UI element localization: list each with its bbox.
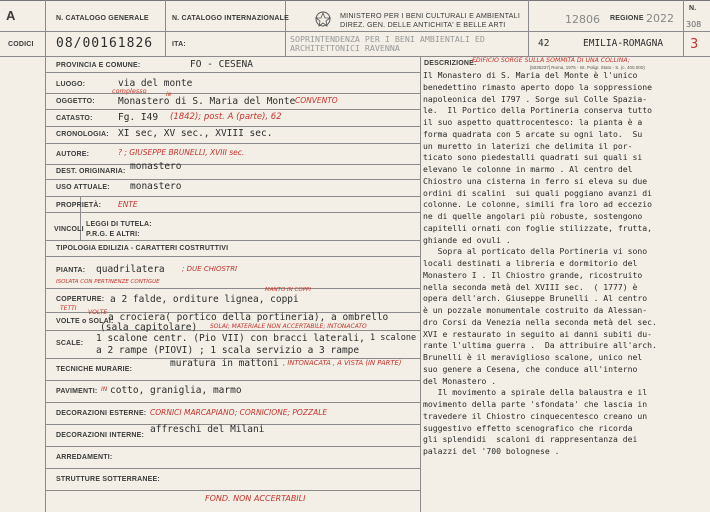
row-line: [45, 93, 420, 94]
tipologia-label: TIPOLOGIA EDILIZIA - CARATTERI COSTRUTTIVI: [56, 245, 229, 252]
description-line: ghiande ed ovuli .: [423, 234, 511, 245]
soprintendenza: SOPRINTENDENZA PER I BENI AMBIENTALI ED ARCHITETTONICI RAVENNA: [290, 34, 485, 53]
description-line: benedettino rimasto aperto dopo la soppressione: [423, 81, 653, 92]
republic-emblem-icon: [311, 10, 335, 28]
autore-label: AUTORE:: [56, 151, 90, 158]
description-line: il suo aspetto quattrocentesco: la pianta è a: [423, 117, 643, 127]
description-line: movimento della parte 'sfondata' che lascia in: [423, 399, 648, 409]
description-line: suo genere a Cesena, che conduce all'interno: [423, 363, 638, 374]
description-line: colonne. Le colonne, simili fra loro ad eccezio: [423, 199, 653, 210]
decor-est-note: CORNICI MARCAPIANO; CORNICIONE; POZZALE: [150, 408, 328, 417]
row-line: [45, 212, 420, 213]
description-line: Brunelli è il meraviglioso scalone, unico nel: [423, 352, 643, 362]
description-line: Il movimento a spirale della balaustra e il: [423, 387, 648, 398]
pianta-value: quadrilatera: [96, 264, 165, 275]
row-line: [45, 126, 420, 127]
description-line: dro Corsi da Venezia nella seconda metà del sec.: [423, 316, 657, 327]
row-line: [45, 109, 420, 110]
description-line: locali destinati a libreria e dormitorio del: [423, 258, 638, 268]
codici-label: CODICI: [8, 41, 34, 48]
top-border: [0, 0, 710, 1]
volte-value1: a crociera( portico della portineria), a ombrello: [108, 312, 389, 323]
description-line: napoleonica del I797 . Sorge sul Colle Spazia-: [423, 93, 648, 104]
oggetto-note-above: complesso: [112, 87, 147, 95]
header-col3: [528, 0, 529, 56]
description-line: elevano le colonne in marmo . Al centro del: [423, 164, 633, 174]
description-line: nella seconda metà del XVIII sec. ( 1777) è: [423, 281, 638, 292]
description-line: un muretto in laterizi che delimita il por-: [423, 140, 633, 151]
pavimenti-label: PAVIMENTI:: [56, 388, 98, 395]
row-line: [45, 179, 420, 180]
scale-value2: a 2 rampe (PIOVI) ; 1 scala servizio a 3 rampe: [96, 345, 360, 356]
oggetto-label: OGGETTO:: [56, 98, 95, 105]
decor-int-label: DECORAZIONI INTERNE:: [56, 432, 144, 439]
strutture-label: STRUTTURE SOTTERRANEE:: [56, 476, 160, 483]
description-line: travedere il Chiostro cinquecentesco creano un: [423, 410, 648, 421]
description-line: del Monastero .: [423, 375, 497, 386]
uso-value: monastero: [130, 181, 182, 192]
coperture-note-tetti: TETTI: [60, 305, 77, 312]
row-line: [45, 143, 420, 144]
header-divider: [0, 31, 710, 32]
pianta-label: PIANTA:: [56, 267, 86, 274]
arredamenti-label: ARREDAMENTI:: [56, 454, 113, 461]
oggetto-value: Monastero di S. Maria del Monte: [118, 96, 296, 107]
description-divider: [420, 56, 421, 512]
description-line: palazzi del '700 bolognese .: [423, 446, 560, 456]
row-line: [45, 196, 420, 197]
decor-est-label: DECORAZIONI ESTERNE:: [56, 410, 147, 417]
proprieta-note: ENTE: [118, 200, 138, 209]
pencil-number: 12806: [565, 13, 600, 26]
description-line: Il Monastero di S. Maria del Monte è l'unico: [423, 70, 638, 80]
catasto-note: (1842); post. A (parte), 62: [170, 112, 282, 122]
coperture-label: COPERTURE:: [56, 296, 105, 303]
descrizione-note: EDIFICIO SORGE SULLA SOMMITÀ DI UNA COLLINA;: [472, 57, 630, 64]
pavimenti-note: IN: [101, 386, 108, 393]
coperture-note-manto: MANTO IN COPPI: [265, 287, 311, 293]
pencil-regione: 2022: [646, 12, 674, 25]
description-line: rante l'ultima guerra . Da attribuire all'arch.: [423, 340, 657, 351]
provincia-label: PROVINCIA E COMUNE:: [56, 62, 141, 69]
row-line: [45, 240, 420, 241]
luogo-label: LUOGO:: [56, 81, 86, 88]
volte-label: VOLTE o SOLAI:: [56, 318, 114, 325]
regione-value: EMILIA-ROMAGNA: [583, 38, 664, 49]
strutture-note: FOND. NON ACCERTABILI: [205, 494, 306, 503]
uso-label: USO ATTUALE:: [56, 184, 110, 191]
print-stamp: [5035237] Roma, 1975 - Ist. Poligr. Stato - S. (c. 400.000): [530, 65, 645, 70]
cronologia-value: XI sec, XV sec., XVIII sec.: [118, 128, 273, 139]
ministry-line1: MINISTERO PER I BENI CULTURALI E AMBIENTALI: [340, 11, 521, 20]
header-col2: [285, 0, 286, 56]
row-line: [45, 256, 420, 257]
row-line: [45, 402, 420, 403]
pianta-note: ; DUE CHIOSTRI: [182, 265, 238, 273]
description-line: è un pozzale monumentale costruito da Alessan-: [423, 305, 648, 315]
row-line: [45, 164, 420, 165]
volte-note-prefix: VOLTE: [88, 309, 108, 316]
scale-value1: 1 scalone centr. (Pio VII) con bracci laterali,: [96, 333, 365, 344]
leggi-label: LEGGI DI TUTELA:: [86, 221, 152, 228]
tecniche-label: TECNICHE MURARIE:: [56, 366, 133, 373]
catalogo-generale-label: N. CATALOGO GENERALE: [56, 15, 149, 22]
description-line: XVI e restaurato in seguito ai danni subiti du-: [423, 328, 653, 339]
soprintendenza-code: 42: [538, 38, 550, 49]
description-line: suggestivo effetto scenografico che ricorda: [423, 422, 633, 433]
scale-label: SCALE:: [56, 340, 84, 347]
cronologia-label: CRONOLOGIA:: [56, 131, 109, 138]
oggetto-note-after: CONVENTO: [295, 96, 338, 105]
description-line: gli splendidi scaloni di rappresentanza dei: [423, 434, 638, 445]
corner-n: N.: [689, 5, 697, 12]
coperture-value: a 2 falde, orditure lignea, coppi: [110, 294, 299, 305]
row-line: [45, 490, 420, 491]
volte-value2: (sala capitolare): [100, 322, 198, 333]
autore-note: ? ; GIUSEPPE BRUNELLI, XVIII sec.: [118, 148, 245, 157]
header-col1: [165, 0, 166, 56]
description-line: Chiostro una cisterna in ferro si eleva su due: [423, 175, 648, 186]
catasto-label: CATASTO:: [56, 115, 93, 122]
catalogo-internazionale-label: N. CATALOGO INTERNAZIONALE: [172, 15, 289, 22]
corner-three: 3: [690, 37, 699, 52]
description-line: forma quadrata con 5 arcate su ogni lato. Su: [423, 128, 643, 139]
dest-value: monastero: [130, 161, 182, 172]
description-line: ne di quelle angolari più robuste, sostengono: [423, 211, 643, 221]
pavimenti-value: cotto, graniglia, marmo: [110, 385, 242, 396]
provincia-value: FO - CESENA: [190, 59, 253, 70]
header-col4: [683, 0, 684, 56]
decor-int-value: affreschi del Milani: [150, 424, 265, 435]
row-line: [45, 446, 420, 447]
box-a: A: [6, 8, 16, 23]
codici-value: 08/00161826: [56, 36, 154, 51]
regione-label: REGIONE: [610, 15, 644, 22]
tecniche-note: , INTONACATA , A VISTA (IN PARTE): [283, 359, 402, 367]
descrizione-text: [423, 70, 708, 458]
catasto-value: Fg. I49: [118, 112, 159, 123]
description-line: Sopra al porticato della Portineria vi sono: [423, 246, 648, 257]
row-line: [45, 72, 420, 73]
oggetto-note-ie: ie: [166, 91, 172, 98]
description-line: le. Il Portico della Portineria conserva tutto: [423, 105, 653, 116]
description-line: Monastero I . Il Chiostro grande, ricostruito: [423, 269, 643, 280]
corner-code: 308: [686, 20, 702, 29]
description-line: ticato sono piedestalli quadrati sui quali si: [423, 152, 643, 163]
volte-note: SOLAI; MATERIALE NON ACCERTABILE; INTONACATO: [210, 323, 367, 330]
scale-value1-end: 1 scalone: [370, 333, 417, 343]
description-line: capitelli ornati con foglie stilizzate, frutta,: [423, 222, 653, 233]
description-line: opera dell'arch. Giuseppe Brunelli . Al centro: [423, 293, 648, 304]
luogo-value: via del monte: [118, 78, 193, 89]
row-line: [45, 468, 420, 469]
row-line: [45, 288, 420, 289]
ministry-line2: DIREZ. GEN. DELLE ANTICHITA' E BELLE ARTI: [340, 20, 506, 29]
vincoli-label: VINCOLI: [54, 226, 84, 233]
dest-label: DEST. ORIGINARIA:: [56, 168, 126, 175]
pianta-note2: ISOLATA CON PERTINENZE CONTIGUE: [56, 279, 160, 285]
descrizione-label: DESCRIZIONE:: [424, 60, 477, 67]
proprieta-label: PROPRIETÀ:: [56, 202, 102, 209]
tecniche-value: muratura in mattoni: [170, 358, 279, 369]
ita-label: ITA:: [172, 41, 186, 48]
prg-label: P.R.G. E ALTRI:: [86, 231, 140, 238]
description-line: ordini di scalini sui quali poggiano avanzi di: [423, 187, 653, 198]
row-line: [45, 380, 420, 381]
